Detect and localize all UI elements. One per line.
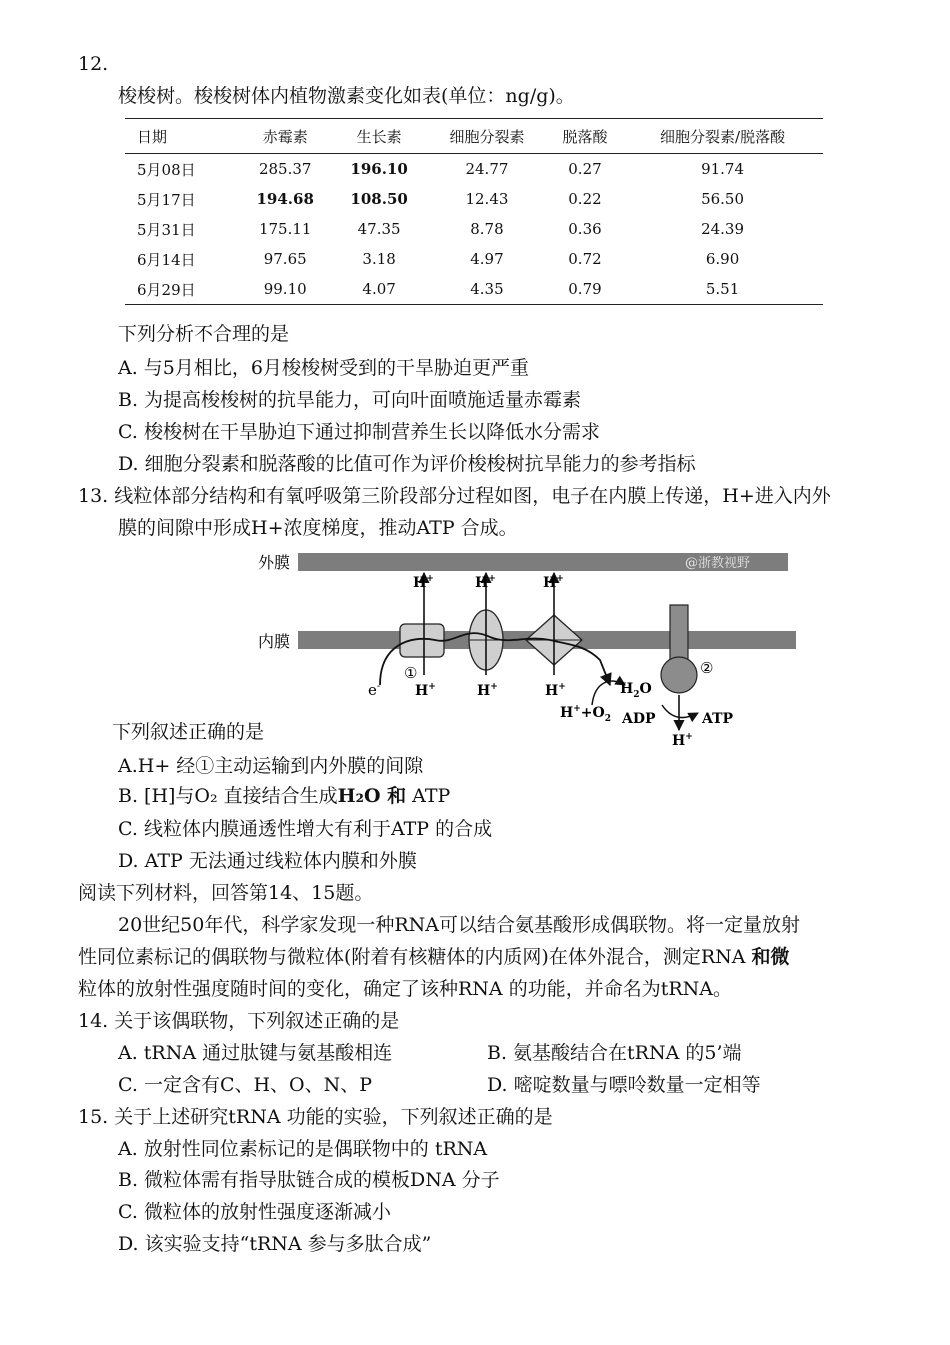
table-header-cell: 细胞分裂素/脱落酸 — [622, 119, 823, 154]
q13-option-d: D. ATP 无法通过线粒体内膜和外膜 — [118, 850, 417, 872]
q12-intro: 梭梭树。梭梭树体内植物激素变化如表(单位：ng/g)。 — [118, 85, 575, 107]
water-label: $H_2O$ — [620, 681, 652, 700]
proton-label: H+ — [477, 682, 498, 699]
table-cell: 3.18 — [362, 250, 396, 268]
table-header-cell: 日期 — [125, 119, 238, 154]
watermark: @浙教视野 — [685, 556, 751, 571]
outer-membrane-label: 外膜 — [258, 553, 291, 572]
table-cell: 47.35 — [357, 220, 401, 238]
q12-stem: 下列分析不合理的是 — [118, 323, 290, 345]
table-cell: 24.77 — [465, 160, 509, 178]
q14-stem: 14. 关于该偶联物，下列叙述正确的是 — [78, 1010, 400, 1032]
q13-option-b: B. [H]与O₂ 直接结合生成H₂O 和 ATP — [118, 785, 451, 807]
table-cell: 175.11 — [258, 220, 312, 238]
q12-option-c: C. 梭梭树在干旱胁迫下通过抑制营养生长以降低水分需求 — [118, 421, 600, 443]
table-cell: 4.97 — [470, 250, 504, 268]
electron-label: e- — [368, 681, 381, 699]
reading-para-line2: 性同位素标记的偶联物与微粒体(附着有核糖体的内质网)在体外混合，测定RNA 和微 — [78, 946, 790, 968]
q15-option-d: D. 该实验支持“tRNA 参与多肽合成” — [118, 1233, 432, 1255]
table-row — [125, 274, 823, 305]
reading-intro: 阅读下列材料，回答第14、15题。 — [78, 882, 374, 904]
table-cell: 4.35 — [426, 274, 548, 305]
table-cell: 6月29日 — [125, 274, 238, 305]
q13-stem-line1: 13. 线粒体部分结构和有氧呼吸第三阶段部分过程如图，电子在内膜上传递，H+进入内外 — [78, 485, 831, 507]
q13-stem: 下列叙述正确的是 — [112, 721, 265, 743]
table-row — [125, 184, 823, 214]
q14-option-c: C. 一定含有C、H、O、N、P — [118, 1074, 373, 1096]
table-cell: 0.72 — [568, 250, 602, 268]
table-cell: 5.51 — [622, 274, 823, 305]
proton-label: H+ — [543, 574, 564, 591]
q15-option-a: A. 放射性同位素标记的是偶联物中的 tRNA — [118, 1138, 488, 1160]
table-header-cell: 脱落酸 — [548, 119, 622, 154]
table-cell: 5月31日 — [137, 220, 196, 239]
q15-option-b: B. 微粒体需有指导肽链合成的模板DNA 分子 — [118, 1169, 500, 1191]
table-cell: 5月17日 — [137, 190, 196, 209]
inner-membrane-label: 内膜 — [258, 632, 291, 651]
table-cell: 6.90 — [705, 250, 740, 268]
mitochondria-diagram — [240, 545, 820, 755]
atp-synthase-head — [661, 657, 697, 693]
table-row — [125, 154, 823, 185]
q12-option-b: B. 为提高梭梭树的抗旱能力，可向叶面喷施适量赤霉素 — [118, 389, 582, 411]
q12-option-a: A. 与5月相比，6月梭梭树受到的干旱胁迫更严重 — [118, 357, 529, 379]
proton-label: H+ — [545, 682, 566, 699]
table-cell: 0.36 — [568, 220, 602, 238]
table-header-row — [125, 119, 823, 154]
q14-option-d: D. 嘧啶数量与嘌呤数量一定相等 — [487, 1074, 761, 1096]
q15-option-c: C. 微粒体的放射性强度逐渐减小 — [118, 1201, 391, 1223]
table-cell: 91.74 — [701, 160, 745, 178]
table-cell: 196.10 — [350, 160, 408, 178]
adp-label: ADP — [622, 711, 656, 727]
table-cell: 0.22 — [568, 190, 602, 208]
table-cell: 8.78 — [470, 220, 504, 238]
table-header-cell: 生长素 — [332, 119, 426, 154]
table-cell: 56.50 — [701, 190, 745, 208]
table-cell: 4.07 — [332, 274, 426, 305]
hormone-table — [125, 118, 823, 305]
table-cell: 108.50 — [350, 190, 408, 208]
label-circle-1: ① — [404, 664, 418, 682]
proton-label: H+ — [413, 574, 434, 591]
table-cell: 0.79 — [548, 274, 622, 305]
table-cell: 12.43 — [465, 190, 509, 208]
proton-label: H+ — [415, 682, 436, 699]
table-cell: 97.65 — [263, 250, 307, 268]
table-row — [125, 244, 823, 274]
atp-label: ATP — [702, 711, 734, 727]
proton-label: H+ — [475, 574, 496, 591]
table-cell: 24.39 — [701, 220, 745, 238]
table-cell: 6月14日 — [137, 250, 196, 269]
proton-label: H+ — [672, 732, 693, 749]
atp-synthesis-arrow — [662, 705, 698, 718]
table-row — [125, 214, 823, 244]
h-o2-label: $H^++O_2$ — [560, 704, 611, 724]
table-cell: 0.27 — [568, 160, 602, 178]
table-cell: 194.68 — [256, 190, 314, 208]
q13-option-c: C. 线粒体内膜通透性增大有利于ATP 的合成 — [118, 818, 493, 840]
label-circle-2: ② — [700, 659, 714, 677]
q14-option-b: B. 氨基酸结合在tRNA 的5’端 — [487, 1042, 742, 1064]
table-header-cell: 赤霉素 — [238, 119, 332, 154]
table-header-cell: 细胞分裂素 — [426, 119, 548, 154]
reading-para-line1: 20世纪50年代，科学家发现一种RNA可以结合氨基酸形成偶联物。将一定量放射 — [118, 914, 801, 936]
q13-stem-line2: 膜的间隙中形成H+浓度梯度，推动ATP 合成。 — [118, 517, 518, 539]
q13-option-a: A.H+ 经①主动运输到内外膜的间隙 — [118, 755, 424, 777]
q15-stem: 15. 关于上述研究tRNA 功能的实验，下列叙述正确的是 — [78, 1106, 553, 1128]
table-cell: 5月08日 — [137, 160, 196, 179]
reading-para-line3: 粒体的放射性强度随时间的变化，确定了该种RNA 的功能，并命名为tRNA。 — [78, 978, 732, 1000]
table-cell: 99.10 — [238, 274, 332, 305]
q12-option-d: D. 细胞分裂素和脱落酸的比值可作为评价梭梭树抗旱能力的参考指标 — [118, 453, 696, 475]
table-cell: 285.37 — [258, 160, 312, 178]
q12-number: 12. — [78, 53, 109, 75]
q14-option-a: A. tRNA 通过肽键与氨基酸相连 — [118, 1042, 393, 1064]
